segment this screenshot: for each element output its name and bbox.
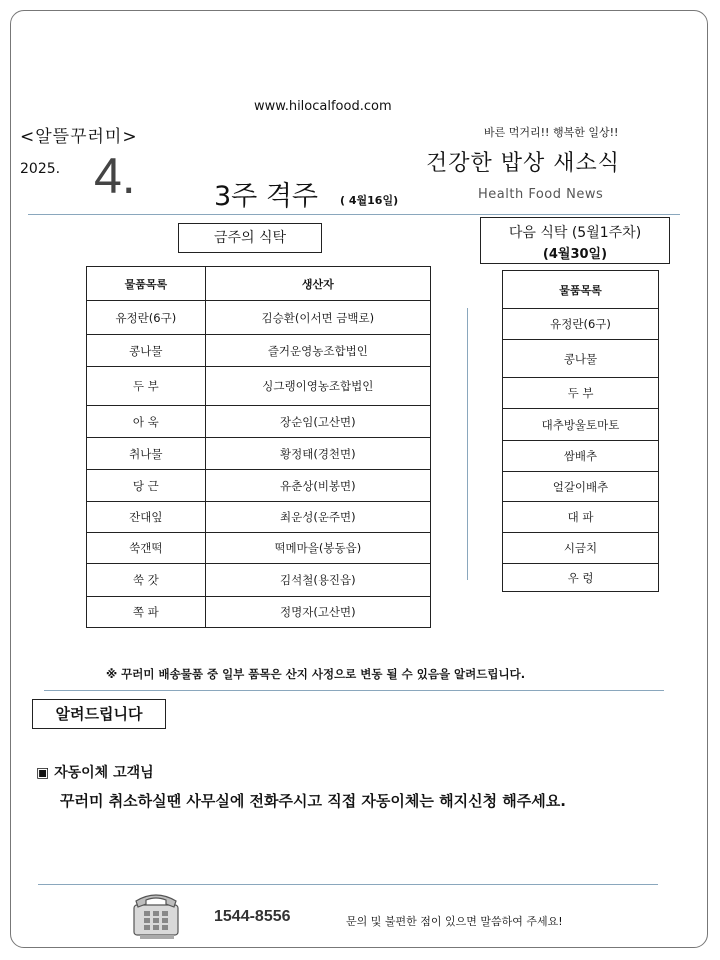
header-divider [28, 214, 680, 215]
table-row [503, 502, 659, 533]
table-row [87, 597, 431, 628]
slogan: 바른 먹거리!! 행복한 일상!! [484, 126, 619, 139]
next-week-table [502, 270, 659, 592]
item-cell: 콩나물 [87, 335, 206, 367]
announcement-heading: ▣ 자동이체 고객님 [36, 765, 154, 781]
item-cell: 콩나물 [503, 340, 659, 378]
telephone-icon [130, 887, 184, 941]
issue-year: 2025. [20, 161, 61, 177]
table-row [503, 340, 659, 378]
table-row [87, 301, 431, 335]
this-week-label: 금주의 식탁 [178, 223, 322, 253]
item-cell: 우 렁 [503, 564, 659, 592]
brand-name: <알뜰꾸러미> [20, 127, 138, 147]
producer-cell: 싱그랭이영농조합법인 [205, 367, 430, 406]
producer-cell: 즐거운영농조합법인 [205, 335, 430, 367]
table-header-row [87, 267, 431, 301]
announcement-body: 꾸러미 취소하실땐 사무실에 전화주시고 직접 자동이체는 해지신청 해주세요. [60, 792, 566, 810]
headline: 건강한 밥상 새소식 [426, 151, 621, 176]
column-header: 생산자 [205, 267, 430, 301]
table-row [87, 335, 431, 367]
contact-message: 문의 및 불편한 점이 있으면 말씀하여 주세요! [346, 915, 563, 928]
table-header-row [503, 271, 659, 309]
this-week-table [86, 266, 431, 628]
producer-cell: 김승환(이서면 금백로) [205, 301, 430, 335]
item-cell: 두 부 [503, 378, 659, 409]
item-cell: 시금치 [503, 533, 659, 564]
table-row [87, 367, 431, 406]
week-title: 3주 격주 [214, 181, 319, 212]
table-row [503, 533, 659, 564]
table-row [503, 472, 659, 502]
producer-cell: 유춘상(비봉면) [205, 470, 430, 502]
item-cell: 쑥 갓 [87, 564, 206, 597]
announcement-label: 알려드립니다 [32, 699, 166, 729]
column-divider [467, 308, 468, 580]
producer-cell: 정명자(고산면) [205, 597, 430, 628]
item-cell: 얼갈이배추 [503, 472, 659, 502]
item-cell: 대 파 [503, 502, 659, 533]
item-cell: 당 근 [87, 470, 206, 502]
table-row [503, 409, 659, 441]
table-row [503, 378, 659, 409]
next-week-label: 다음 식탁 (5월1주차) [508, 225, 642, 241]
phone-number[interactable]: 1544-8556 [214, 908, 291, 925]
footer-divider [38, 884, 658, 885]
producer-cell: 장순임(고산면) [205, 406, 430, 438]
item-cell: 잔대잎 [87, 502, 206, 533]
producer-cell: 황정태(경천면) [205, 438, 430, 470]
table-row [503, 309, 659, 340]
column-header: 물품목록 [87, 267, 206, 301]
table-row [87, 406, 431, 438]
next-week-date: (4월30일) [542, 247, 608, 262]
producer-cell: 김석철(용진읍) [205, 564, 430, 597]
next-week-label-box [480, 217, 670, 264]
subheadline: Health Food News [478, 187, 604, 202]
item-cell: 대추방울토마토 [503, 409, 659, 441]
item-cell: 두 부 [87, 367, 206, 406]
notice-divider [44, 690, 664, 691]
website-url[interactable]: www.hilocalfood.com [254, 99, 392, 114]
item-cell: 쑥갠떡 [87, 533, 206, 564]
week-date: ( 4월16일) [340, 194, 399, 207]
item-cell: 쪽 파 [87, 597, 206, 628]
item-cell: 취나물 [87, 438, 206, 470]
producer-cell: 떡메마을(봉동읍) [205, 533, 430, 564]
table-row [503, 441, 659, 472]
table-row [87, 438, 431, 470]
table-row [87, 502, 431, 533]
item-cell: 유정란(6구) [87, 301, 206, 335]
substitution-notice: ※ 꾸러미 배송물품 중 일부 품목은 산지 사정으로 변동 될 수 있음을 알려드립니다. [106, 667, 526, 681]
column-header: 물품목록 [503, 271, 659, 309]
table-row [87, 564, 431, 597]
item-cell: 유정란(6구) [503, 309, 659, 340]
issue-month: 4. [94, 148, 136, 204]
table-row [87, 533, 431, 564]
table-row [503, 564, 659, 592]
item-cell: 아 욱 [87, 406, 206, 438]
table-row [87, 470, 431, 502]
producer-cell: 최운성(운주면) [205, 502, 430, 533]
item-cell: 쌈배추 [503, 441, 659, 472]
